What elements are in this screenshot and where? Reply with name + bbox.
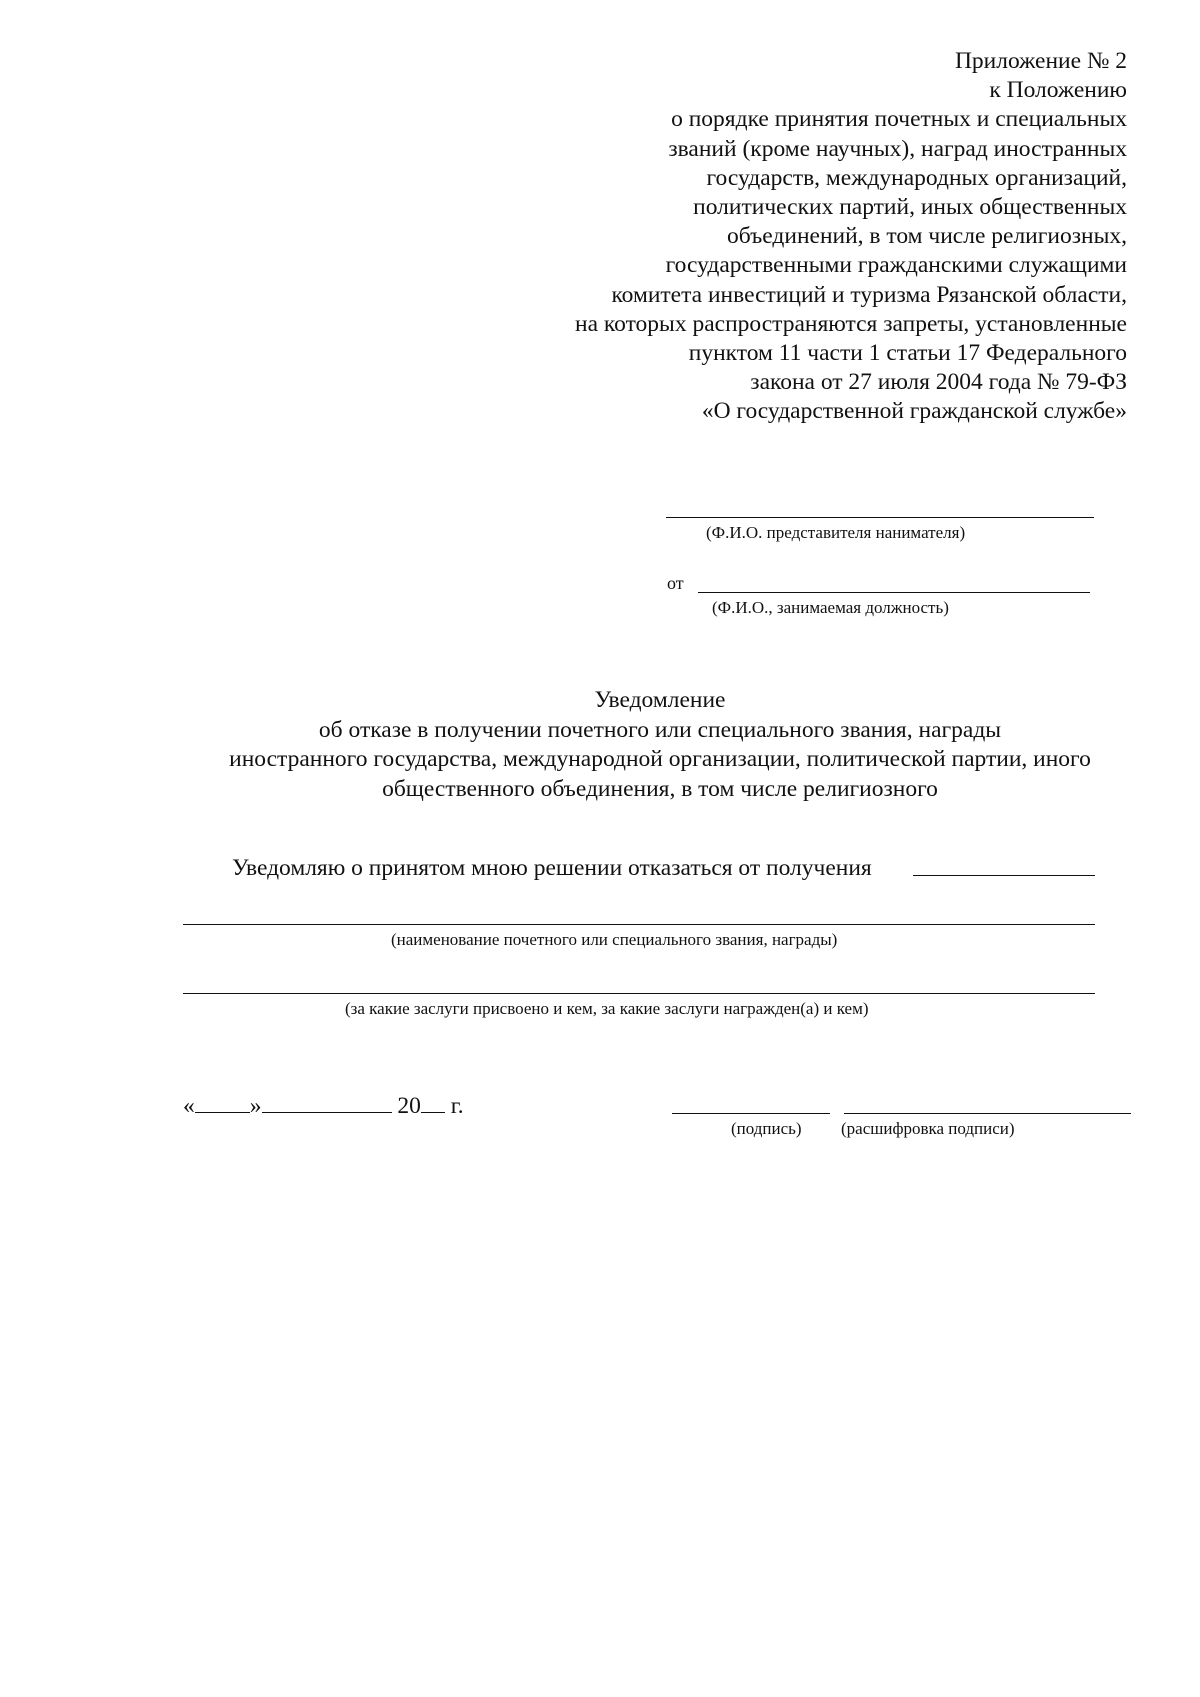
- award-input-line-start[interactable]: [913, 875, 1095, 876]
- appendix-line: объединений, в том числе религиозных,: [727, 223, 1127, 250]
- appendix-line: на которых распространяются запреты, установленные: [575, 310, 1127, 337]
- statement-text: Уведомляю о принятом мною решении отказаться от получения: [232, 855, 872, 881]
- date-year-suffix: г.: [450, 1093, 464, 1119]
- from-name-caption: (Ф.И.О., занимаемая должность): [712, 598, 949, 617]
- appendix-line: комитета инвестиций и туризма Рязанской области,: [611, 281, 1127, 308]
- appendix-line: государств, международных организаций,: [706, 164, 1127, 191]
- appendix-line: пунктом 11 части 1 статьи 17 Федерального: [688, 340, 1127, 367]
- merits-caption: (за какие заслуги присвоено и кем, за какие заслуги награжден(а) и кем): [345, 999, 869, 1018]
- appendix-line: государственными гражданскими служащими: [665, 252, 1127, 279]
- appendix-line: закона от 27 июля 2004 года № 79-ФЗ: [750, 369, 1127, 396]
- appendix-line: званий (кроме научных), наград иностранных: [668, 135, 1127, 162]
- notice-title-line: об отказе в получении почетного или специального звания, награды: [318, 716, 1002, 743]
- notice-title-line: Уведомление: [594, 687, 726, 713]
- signature-decoding-caption: (расшифровка подписи): [841, 1119, 1015, 1138]
- date-year-blank[interactable]: [421, 1092, 445, 1113]
- notice-title-line: общественного объединения, в том числе религиозного: [382, 775, 938, 802]
- appendix-line: к Положению: [989, 77, 1127, 104]
- date-month-blank[interactable]: [262, 1092, 392, 1113]
- date-field: [183, 1092, 464, 1120]
- date-day-blank[interactable]: [195, 1092, 250, 1113]
- appendix-line: политических партий, иных общественных: [693, 194, 1127, 221]
- award-name-caption: (наименование почетного или специального звания, награды): [391, 930, 838, 949]
- date-year-prefix: 20: [397, 1093, 421, 1119]
- appendix-line: «О государственной гражданской службе»: [701, 398, 1127, 425]
- from-name-line[interactable]: [698, 592, 1090, 593]
- employer-name-caption: (Ф.И.О. представителя нанимателя): [706, 523, 966, 542]
- signature-line[interactable]: [672, 1113, 830, 1114]
- date-quote-open: «: [183, 1093, 195, 1119]
- appendix-heading: [427, 47, 1127, 427]
- award-name-line[interactable]: [183, 924, 1095, 925]
- signature-caption: (подпись): [731, 1119, 802, 1138]
- notice-title: [160, 686, 1160, 804]
- notice-title-line: иностранного государства, международной организации, политической партии, иного: [229, 746, 1091, 772]
- from-label: от: [667, 573, 684, 593]
- employer-name-line[interactable]: [666, 517, 1094, 518]
- merits-line[interactable]: [183, 993, 1095, 994]
- signature-decoding-line[interactable]: [844, 1113, 1131, 1114]
- appendix-line: о порядке принятия почетных и специальных: [671, 106, 1127, 133]
- date-quote-close: »: [249, 1093, 262, 1119]
- appendix-line: Приложение № 2: [954, 48, 1127, 74]
